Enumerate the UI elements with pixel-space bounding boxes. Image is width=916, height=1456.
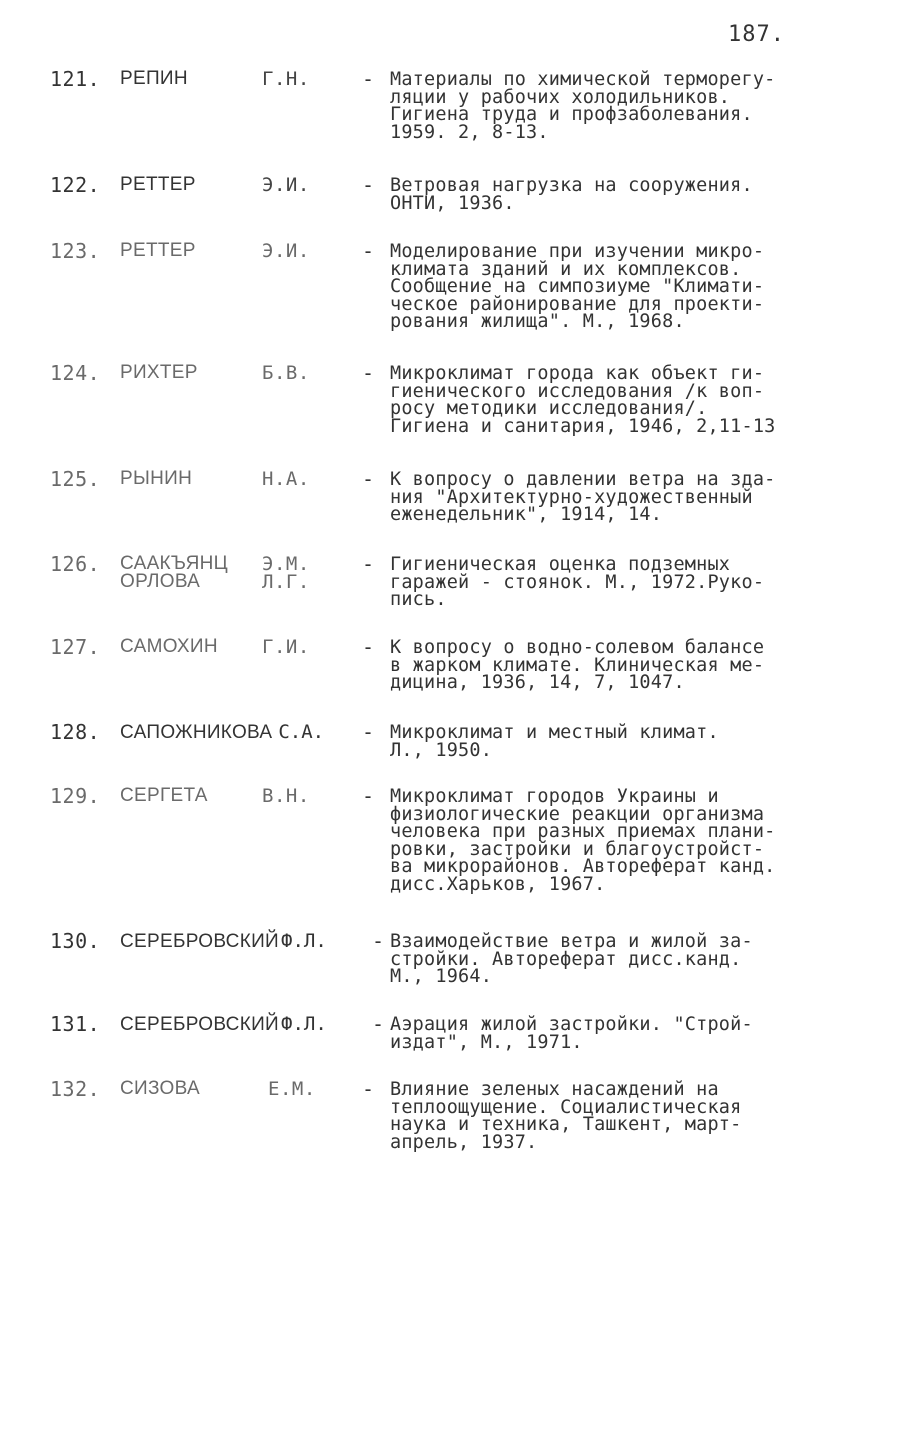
entry-author <box>120 553 228 593</box>
entry-number: 125. <box>50 467 101 491</box>
entry-initials-primary: Э.М. <box>262 553 310 575</box>
entry-initials: С.А. <box>278 721 325 743</box>
description-line: Сообщение на симпозиуме "Климати- <box>390 276 765 298</box>
description-line: пись. <box>390 589 447 611</box>
entry-dash: - <box>362 173 375 197</box>
entry-number: 126. <box>50 552 101 576</box>
entry-author-line <box>120 930 327 953</box>
entry-number: 129. <box>50 784 101 808</box>
description-line: Материалы по химической терморегу- <box>390 69 776 90</box>
description-line: ляции у рабочих холодильников. <box>390 86 731 108</box>
entry-initials: В.Н. <box>262 785 310 807</box>
entry-dash: - <box>362 784 375 808</box>
entry-author: СЕРЕБРОВСКИЙ <box>120 1014 279 1035</box>
entry-initials: Г.Н. <box>262 68 310 90</box>
description-line: М., 1964. <box>390 966 493 988</box>
entry-initials: Э.И. <box>262 240 310 262</box>
entry-initials: Е.М. <box>268 1078 316 1100</box>
entry-author: РИХТЕР <box>120 362 198 383</box>
entry-description <box>390 933 870 986</box>
description-line: ния "Архитектурно-художественный <box>390 486 753 508</box>
entry-author: САМОХИН <box>120 636 218 657</box>
entry-dash: - <box>362 1077 375 1101</box>
entry-number: 122. <box>50 173 101 197</box>
entry-dash: - <box>372 1012 385 1036</box>
entry-author-line <box>120 721 324 744</box>
entry-number: 128. <box>50 720 101 744</box>
entry-description <box>390 365 870 435</box>
description-line: человека при разных приемах плани- <box>390 821 776 843</box>
entry-description <box>390 1016 870 1051</box>
description-line: еженедельник", 1914, 14. <box>390 504 663 526</box>
description-line: рования жилища". М., 1968. <box>390 311 685 333</box>
entry-number: 124. <box>50 361 101 385</box>
entry-initials: Н.А. <box>262 468 310 490</box>
entry-author-line <box>120 1013 327 1036</box>
entry-initials: Ф.Л. <box>281 930 327 952</box>
entry-dash: - <box>362 635 375 659</box>
description-line: гаражей - стоянок. М., 1972.Руко- <box>390 571 765 593</box>
description-line: гиенического исследования /к воп- <box>390 380 765 402</box>
entry-number: 123. <box>50 239 101 263</box>
entry-author-primary: СААКЪЯНЦ <box>120 553 229 574</box>
description-line: Моделирование при изучении микро- <box>390 241 765 262</box>
entry-number: 130. <box>50 929 101 953</box>
entry-number: 132. <box>50 1077 101 1101</box>
entry-dash: - <box>372 929 385 953</box>
description-line: Гигиеническая оценка подземных <box>390 554 731 575</box>
description-line: апрель, 1937. <box>390 1131 538 1153</box>
description-line: наука и техника, Ташкент, март- <box>390 1114 742 1136</box>
page-number: 187. <box>728 22 785 47</box>
entry-description <box>390 71 870 141</box>
entry-description <box>390 471 870 524</box>
entry-description <box>390 177 870 212</box>
description-line: росу методики исследования/. <box>390 398 708 420</box>
description-line: ва микрорайонов. Автореферат канд. <box>390 856 776 878</box>
entry-dash: - <box>362 552 375 576</box>
entry-initials: Б.В. <box>262 362 310 384</box>
description-line: 1959. 2, 8-13. <box>390 121 549 143</box>
entry-description <box>390 1081 870 1151</box>
description-line: ОНТИ, 1936. <box>390 192 515 214</box>
entry-initials-secondary: Л.Г. <box>262 571 310 593</box>
entry-dash: - <box>362 239 375 263</box>
description-line: Гигиена труда и профзаболевания. <box>390 104 753 126</box>
entry-author-secondary: ОРЛОВА <box>120 571 201 592</box>
entry-number: 131. <box>50 1012 101 1036</box>
entry-initials <box>262 553 310 593</box>
entry-author: САПОЖНИКОВА <box>120 722 273 743</box>
description-line: издат", М., 1971. <box>390 1031 583 1053</box>
entry-description <box>390 639 870 692</box>
entry-author: СИЗОВА <box>120 1078 200 1099</box>
description-line: К вопросу о давлении ветра на зда- <box>390 469 776 490</box>
description-line: ческое районирование для проекти- <box>390 293 765 315</box>
description-line: дисс.Харьков, 1967. <box>390 873 606 895</box>
entry-dash: - <box>362 467 375 491</box>
entry-description <box>390 724 870 759</box>
description-line: К вопросу о водно-солевом балансе <box>390 637 765 658</box>
entry-number: 127. <box>50 635 101 659</box>
entry-author: РЕПИН <box>120 68 188 89</box>
description-line: ровки, застройки и благоустройст- <box>390 838 765 860</box>
description-line: Микроклимат и местный климат. <box>390 722 719 743</box>
description-line: в жарком климате. Клиническая ме- <box>390 654 765 676</box>
entry-author: СЕРГЕТА <box>120 785 208 806</box>
entry-author: СЕРЕБРОВСКИЙ <box>120 931 279 952</box>
entry-author: РЫНИН <box>120 468 193 489</box>
entry-initials: Ф.Л. <box>281 1013 327 1035</box>
description-line: теплоощущение. Социалистическая <box>390 1096 742 1118</box>
description-line: Аэрация жилой застройки. "Строй- <box>390 1014 753 1035</box>
entry-description <box>390 243 870 331</box>
entry-author: РЕТТЕР <box>120 174 196 195</box>
entry-author: РЕТТЕР <box>120 240 196 261</box>
description-line: Взаимодействие ветра и жилой за- <box>390 931 753 952</box>
entry-dash: - <box>362 720 375 744</box>
entry-initials: Э.И. <box>262 174 310 196</box>
entry-dash: - <box>362 67 375 91</box>
entry-description <box>390 556 870 609</box>
description-line: стройки. Автореферат дисс.канд. <box>390 948 742 970</box>
description-line: физиологические реакции организма <box>390 803 765 825</box>
description-line: Микроклимат города как объект ги- <box>390 363 765 384</box>
entry-description <box>390 788 870 894</box>
description-line: Гигиена и санитария, 1946, 2,11-13 <box>390 415 776 437</box>
description-line: Влияние зеленых насаждений на <box>390 1079 719 1100</box>
entry-number: 121. <box>50 67 101 91</box>
description-line: дицина, 1936, 14, 7, 1047. <box>390 672 685 694</box>
description-line: Микроклимат городов Украины и <box>390 786 719 807</box>
description-line: климата зданий и их комплексов. <box>390 258 742 280</box>
description-line: Ветровая нагрузка на сооружения. <box>390 175 753 196</box>
entry-dash: - <box>362 361 375 385</box>
entry-initials: Г.И. <box>262 636 310 658</box>
description-line: Л., 1950. <box>390 739 493 761</box>
